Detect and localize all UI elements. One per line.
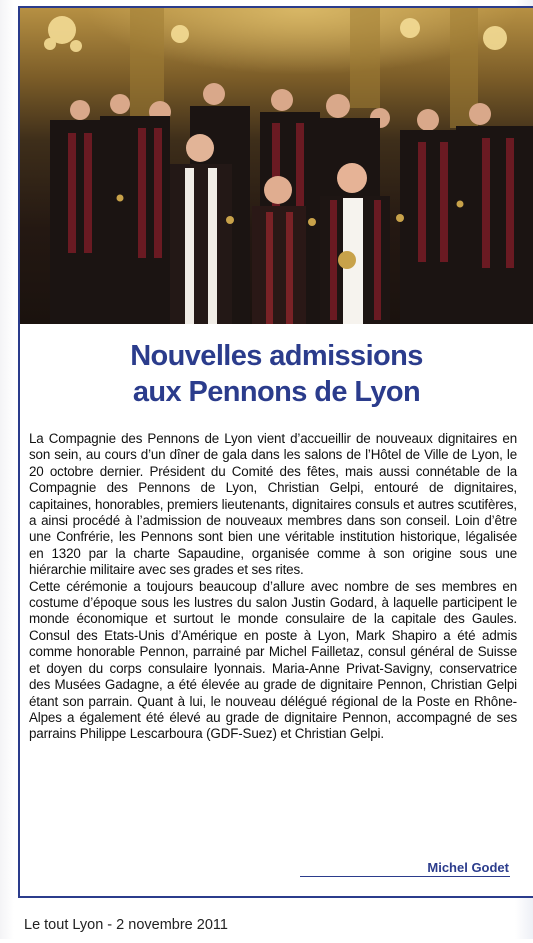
article-title-line1: Nouvelles admissions bbox=[130, 340, 423, 372]
group-photo-illustration bbox=[20, 8, 533, 324]
article-title-line2: aux Pennons de Lyon bbox=[132, 376, 421, 408]
article-body bbox=[29, 431, 517, 743]
author-divider bbox=[300, 876, 510, 877]
article-author: Michel Godet bbox=[427, 860, 509, 875]
article-title bbox=[20, 338, 533, 410]
article-paragraph: Cette cérémonie a toujours beaucoup d’allure avec nombre de ses membres en costume d’époque sous les lustres du salon Justin Godard, à laquelle participent le monde économique et surtout le monde consulaire de la capitale des Gaules. Consul des Etats-Unis d’Amérique en poste à Lyon, Mark Shapiro a été admis comme honorable Pennon, parrainé par Michel Failletaz, consul général de Suisse et doyen du corps consulaire lyonnais. Maria-Anne Privat-Savigny, conservatrice des Musées Gadagne, a été élevée au grade de dignitaire Pennon, Christian Gelpi étant son parrain. Quant à lui, le nouveau délégué régional de la Poste en Rhône-Alpes a également été élevé au grade de dignitaire Pennon, accompagné de ses parrains Philippe Lescarboura (GDF-Suez) et Christian Gelpi. bbox=[29, 578, 517, 742]
cropped-next-headline bbox=[125, 929, 425, 943]
group-photo bbox=[20, 8, 533, 324]
chandelier-icon bbox=[44, 16, 507, 52]
article-paragraph: La Compagnie des Pennons de Lyon vient d’accueillir de nouveaux dignitaires en son sein, au cours d’un dîner de gala dans les salons de l’Hôtel de Ville de Lyon, le 20 octobre dernier. Président du Comité des fêtes, mais aussi connétable de la Compagnie des Pennons de Lyon, Christian Gelpi, entouré de dignitaires, capitaines, honorables, premiers lieutenants, dignitaires consuls et autres scutifères, a ainsi procédé à l’admission de nouveaux membres dans son conseil. Loin d’être une Confrérie, les Pennons sont bien une véritable institution historique, légalisée en 1320 par la charte Sapaudine, organisée comme à son origine sous une hiérarchie militaire avec ses grades et ses rites. bbox=[29, 431, 517, 578]
publication-source: Le tout Lyon - 2 novembre 2011 bbox=[24, 917, 228, 933]
